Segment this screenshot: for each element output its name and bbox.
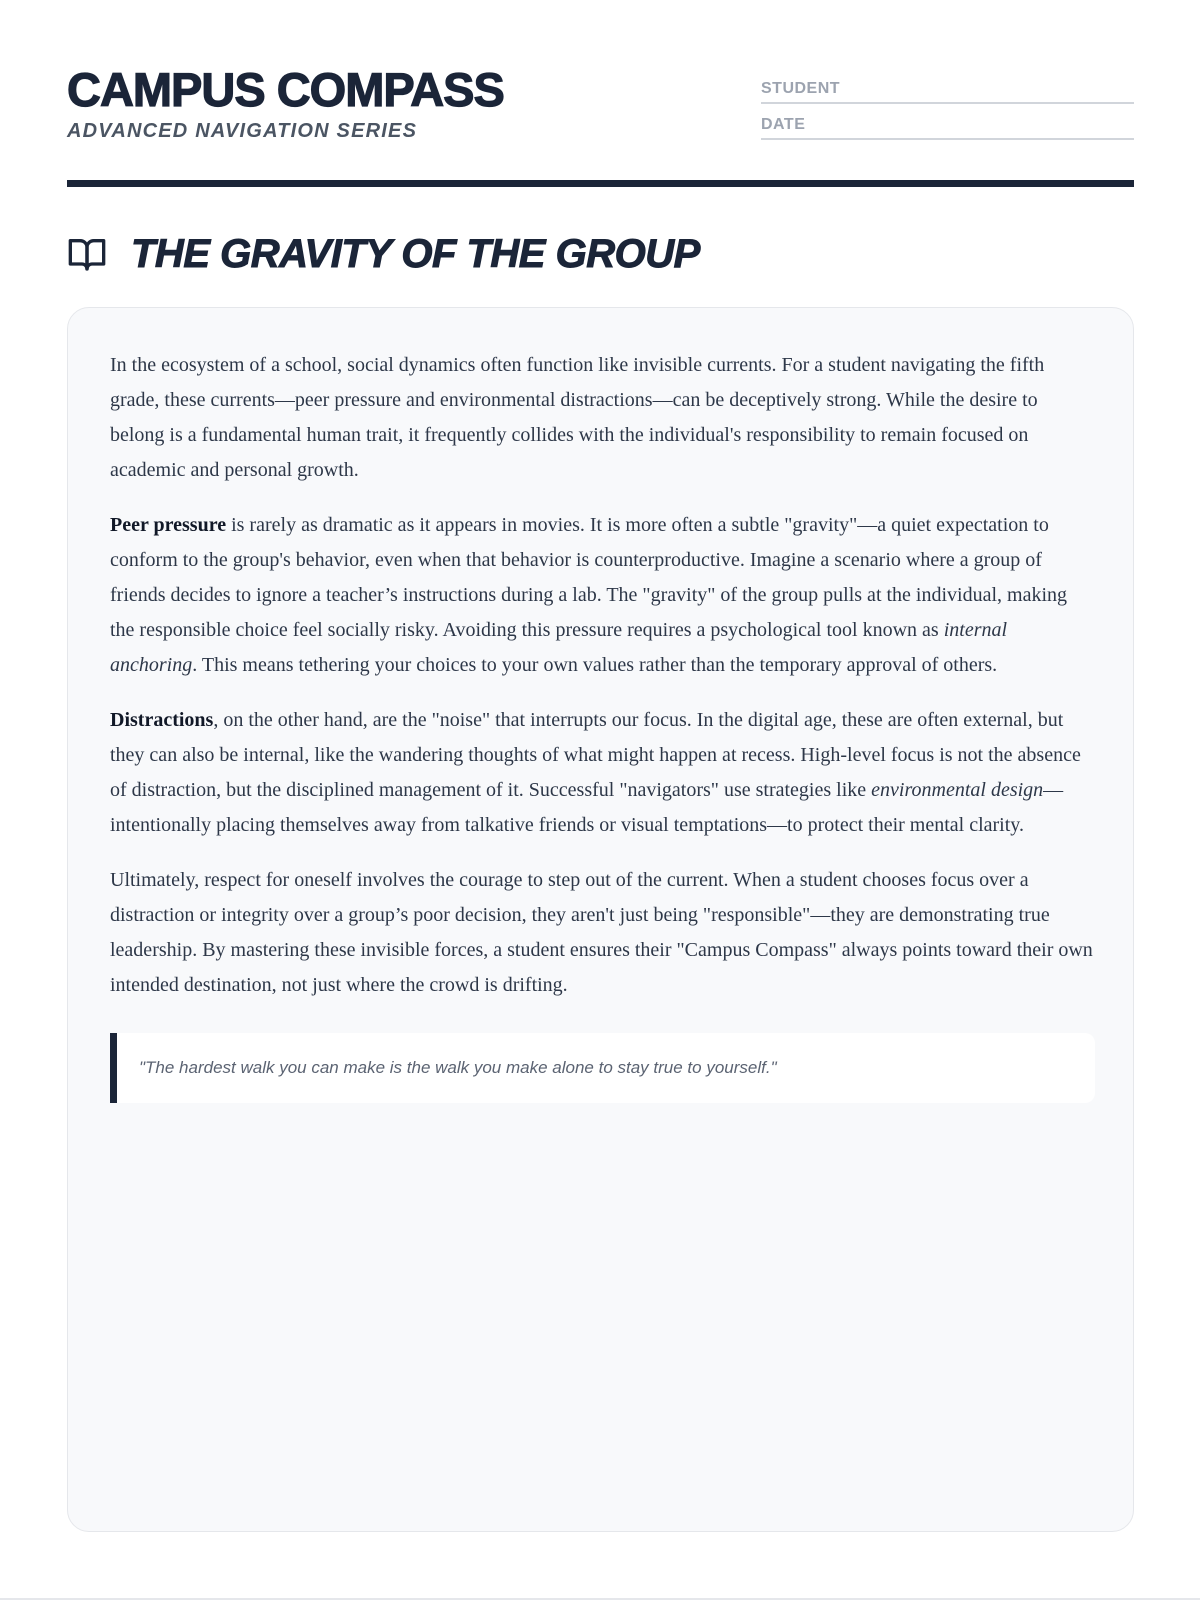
paragraph-3-text-b: —intentionally placing themselves away from talkative friends or visual temptations—to protect their mental clarity. [110, 779, 1064, 836]
brand-title: CAMPUS COMPASS [67, 63, 504, 116]
date-field-label: DATE [761, 116, 806, 133]
term-distractions: Distractions [110, 709, 214, 731]
pull-quote-text: "The hardest walk you can make is the walk you make alone to stay true to yourself." [139, 1058, 777, 1077]
brand-block [67, 63, 504, 142]
article-body [110, 348, 1095, 1103]
article-paragraph-3 [110, 703, 1095, 843]
article-paragraph-1: In the ecosystem of a school, social dynamics often function like invisible currents. For a student navigating the fifth grade, these currents—peer pressure and environmental distractions—can be deceptively strong. While the desire to belong is a fundamental human trait, it frequently collides with the individual's responsibility to remain focused on academic and personal growth. [110, 354, 1045, 481]
paragraph-3-text-a: , on the other hand, are the "noise" that interrupts our focus. In the digital age, these are often external, but they can also be internal, like the wandering thoughts of what might happen at recess. High-level focus is not the absence of distraction, but the disciplined management of it. Successful "navigators" use strategies like [110, 709, 1081, 801]
term-environmental-design: environmental design [871, 779, 1044, 801]
paragraph-2-text-a: is rarely as dramatic as it appears in movies. It is more often a subtle "gravity"—a quiet expectation to conform to the group's behavior, even when that behavior is counterproductive. Imagine a scenario where a group of friends decides to ignore a teacher’s instructions during a lab. The "gravity" of the group pulls at the individual, making the responsible choice feel socially risky. Avoiding this pressure requires a psychological tool known as [110, 514, 1068, 641]
paragraph-2-text-b: . This means tethering your choices to your own values rather than the temporary approval of others. [192, 654, 998, 676]
article-paragraph-2 [110, 508, 1095, 683]
student-info-fields [761, 78, 1134, 150]
brand-subtitle: ADVANCED NAVIGATION SERIES [67, 120, 418, 142]
header-divider [67, 180, 1134, 187]
pull-quote [110, 1033, 1095, 1103]
student-field-label: STUDENT [761, 80, 841, 97]
student-field[interactable] [761, 78, 1134, 104]
section-heading [67, 230, 700, 278]
open-book-icon [67, 234, 107, 274]
date-field[interactable] [761, 114, 1134, 140]
term-internal-anchoring: internal anchoring [110, 619, 1008, 676]
section-title: THE GRAVITY OF THE GROUP [131, 232, 700, 276]
term-peer-pressure: Peer pressure [110, 514, 227, 536]
worksheet-page [67, 0, 1133, 1600]
article-card [67, 307, 1134, 1532]
article-paragraph-4: Ultimately, respect for oneself involves the courage to step out of the current. When a student chooses focus over a distraction or integrity over a group’s poor decision, they aren't just being "responsible"—they are demonstrating true leadership. By mastering these invisible forces, a student ensures their "Campus Compass" always points toward their own intended destination, not just where the crowd is drifting. [110, 869, 1093, 996]
